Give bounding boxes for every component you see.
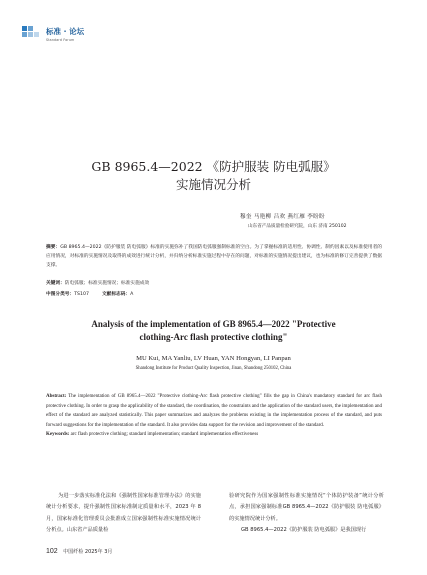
abstract-en bbox=[46, 392, 382, 440]
abstract-cn-text: GB 8965.4—2022《防护服装 防电弧服》标准的实施弥补了我国防电弧服强制标准的空白。为了掌握标准的适用性、协调性、制约因素以及标准使用者的应用情况，对标准的实施情况及取得的成效进行统计分析，并归纳分析标准实施过程中存在的问题，对标准的实施情况提出建议，也为标准的修订完善提供了数据支撑。 bbox=[46, 245, 382, 268]
keywords-en-label: Keywords: bbox=[46, 432, 70, 438]
title-cn-line2: 实施情况分析 bbox=[175, 177, 251, 192]
keywords-cn bbox=[46, 280, 382, 289]
affiliation-cn: 山东省产品质量检验研究院，山东 济南 250102 bbox=[248, 224, 347, 229]
keywords-en-text: arc flash protective clothing; standard implementation; standard implementation effectiveness bbox=[70, 432, 259, 438]
clc-value: TS107 bbox=[74, 292, 89, 297]
journal-name: 中国纤检 bbox=[63, 549, 84, 555]
title-en-line1: Analysis of the implementation of GB 8965.4—2022 "Protective bbox=[91, 319, 336, 329]
abstract-cn bbox=[46, 244, 382, 270]
clc-label: 中图分类号： bbox=[46, 292, 75, 297]
column-title: 标准 · 论坛 bbox=[46, 27, 85, 36]
doc-code-value: A bbox=[130, 292, 134, 297]
title-cn-line1: GB 8965.4—2022 《防护服装 防电弧服》 bbox=[91, 159, 336, 174]
abstract-cn-label: 摘要： bbox=[46, 245, 61, 250]
body-right-column bbox=[229, 491, 384, 537]
page-number: 102 bbox=[46, 548, 58, 555]
title-en-line2: clothing-Arc flash protective clothing" bbox=[139, 332, 288, 342]
body-right-text-p2: GB 8965.4—2022《防护服装 防电弧服》是我国现行 bbox=[241, 527, 367, 534]
authors-en: MU Kui, MA Yanliu, LV Huan, YAN Hongyan, LI Panpan bbox=[136, 355, 291, 362]
abstract-en-label: Abstract: bbox=[46, 394, 67, 399]
keywords-cn-text: 防电弧服；标准实施情况；标准实施成效 bbox=[64, 281, 150, 286]
body-right-text: 验研究院作为国家强制性标准实施情况“个体防护装备”统计分析点，承担国家强制标准GB 8965.4—2022《防护服装 防电弧服》的实施情况统计分析。 bbox=[229, 493, 384, 522]
body-left-column bbox=[46, 491, 201, 537]
body-left-text: 为进一步落实标准化法和《强制性国家标准管理办法》的实施统计分析要求，提升强制性国家标准制定质量和水平，2023 年 8 月，国家标准化管理委员会批准成立国家强制性标准实施情况统计分析点。山东省产品质量检 bbox=[46, 493, 201, 534]
issue-date: 2025年 3月 bbox=[84, 549, 113, 555]
doc-code-label: 文献标志码： bbox=[101, 292, 131, 297]
keywords-cn-label: 关键词： bbox=[46, 281, 65, 286]
column-title-en: Standard Forum bbox=[46, 38, 75, 42]
column-logo-icon bbox=[22, 26, 40, 38]
page-footer bbox=[46, 548, 112, 555]
classification-cn bbox=[46, 291, 382, 300]
authors-cn: 穆奎 马艳柳 吕欢 燕红雁 李盼盼 bbox=[240, 214, 325, 220]
abstract-en-text: The implementation of GB 8965.4—2022 "Protective clothing-Arc flash protective clothing" fills the gap in China's mandatory standard for arc flash protective clothing. In order to grasp the applicability of the standard, the coordination, the constraints and the application of the standard users, the implementation and effect of the standard are analyzed statistically. This paper summarizes and analyzes the problems existing in the implementation process of the standard, and puts forward suggestions for the implementation of the standard. It also provides data support for the revision and improvement of the standard. bbox=[46, 394, 383, 428]
affiliation-en: Shandong Institute for Product Quality Inspection, Jinan, Shandong 250102, China bbox=[135, 366, 292, 371]
